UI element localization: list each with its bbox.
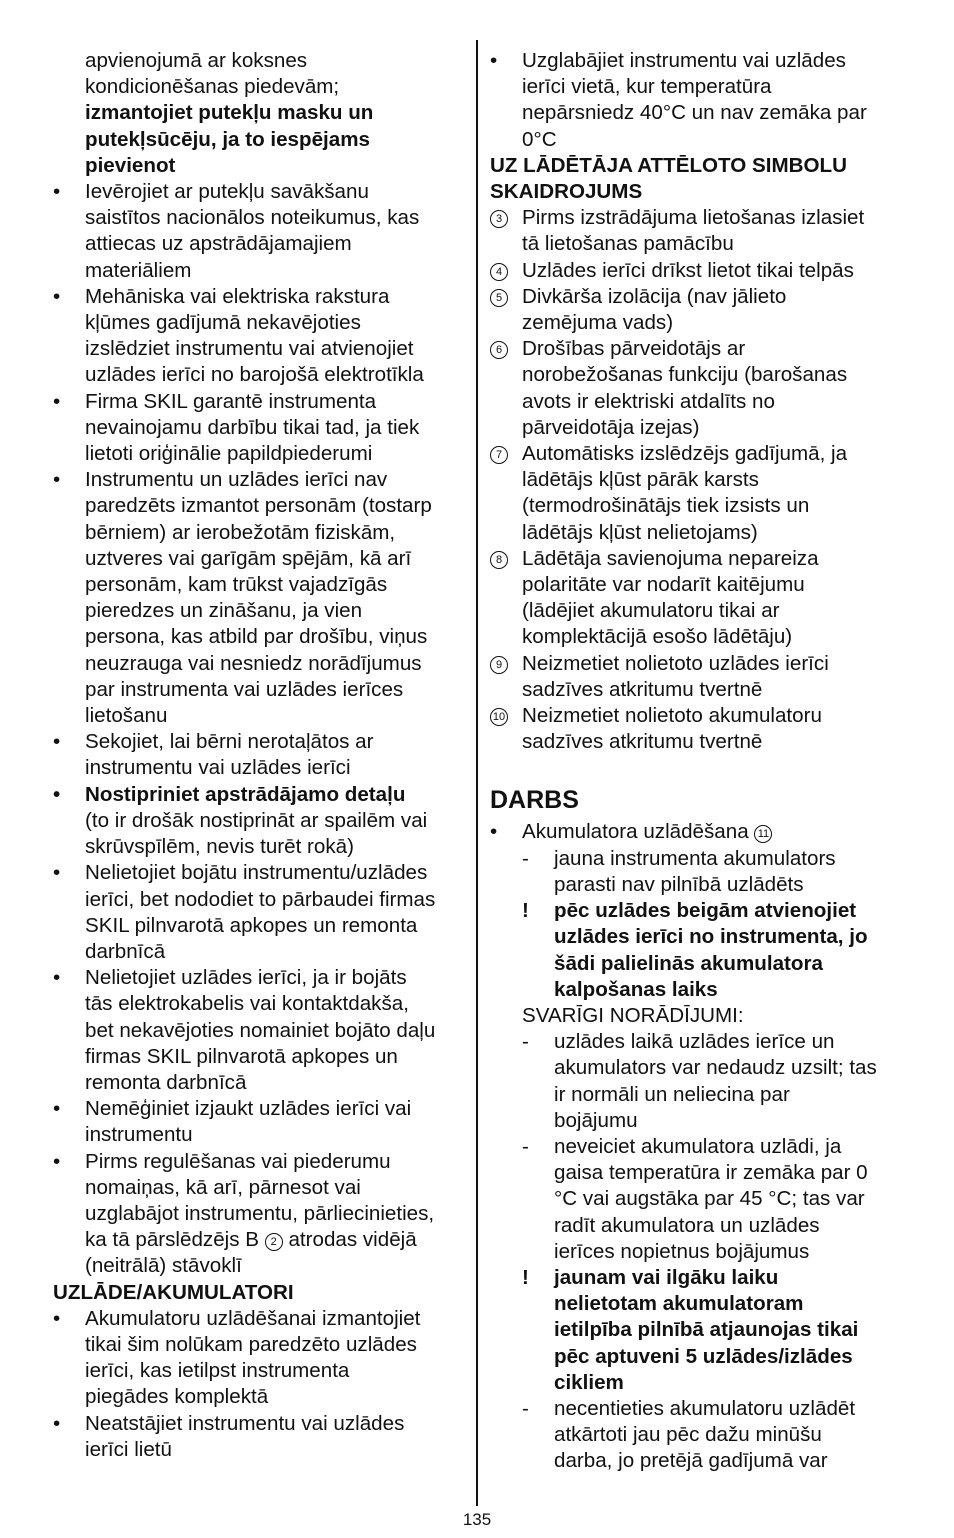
text-line: • Akumulatora uzlādēšana 11: [490, 819, 910, 845]
text-line: ierīci vietā, kur temperatūra: [522, 75, 772, 99]
text-line: akumulators var nedaudz uzsilt; tas: [554, 1056, 877, 1080]
bullet-icon: •: [53, 1306, 61, 1330]
section-heading: SKAIDROJUMS: [490, 180, 643, 204]
text-line: 0°C: [522, 127, 557, 151]
text-line: skrūvspīlēm, nevis turēt rokā): [85, 835, 354, 859]
text-line: ierīci, kas ietilpst instrumenta: [85, 1359, 350, 1383]
list-item: [53, 729, 473, 781]
symbol-item: [490, 703, 910, 755]
text-line: paredzēts izmantot personām (tostarp: [85, 494, 432, 518]
text-line: - necentieties akumulatoru uzlādēt: [490, 1396, 910, 1422]
text-line: uzglabājot instrumentu, pārliecinieties,: [85, 1201, 435, 1225]
text-line: uzlādes ierīci no barojošā elektrotīkla: [85, 363, 424, 387]
symbol-item: [490, 258, 910, 284]
bullet-icon: •: [490, 49, 498, 72]
text-line: polaritāte var nodarīt kaitējumu: [522, 573, 805, 597]
text-line: • Nemēģiniet izjaukt uzlādes ierīci vai: [53, 1096, 473, 1122]
dash-marker: -: [522, 1396, 529, 1420]
symbol-7-icon: 7: [490, 446, 508, 464]
text-line: (lādējiet akumulatoru tikai ar: [522, 599, 780, 623]
text-line: • Sekojiet, lai bērni nerotaļātos ar: [53, 729, 473, 755]
list-item: [53, 860, 473, 965]
text-line: • Ievērojiet ar putekļu savākšanu: [53, 179, 473, 205]
text-line: 8 Lādētāja savienojuma nepareiza: [490, 546, 910, 572]
text-line: ierīces nopietnus bojājumus: [554, 1239, 810, 1263]
text-line: par instrumenta vai uzlādes ierīces: [85, 677, 404, 701]
bullet-icon: •: [53, 782, 61, 806]
text-line: 10 Neizmetiet nolietoto akumulatoru: [490, 703, 910, 729]
text-line: nelietotam akumulatoram: [554, 1292, 804, 1316]
symbol-item: [490, 336, 910, 441]
text-line: 4 Uzlādes ierīci drīkst lietot tikai telpās: [490, 258, 910, 284]
text-line: • Firma SKIL garantē instrumenta: [53, 389, 473, 415]
symbol-4-icon: 4: [490, 263, 508, 281]
text-line: zemējuma vads): [522, 311, 674, 335]
text-line: tikai šim nolūkam paredzēto uzlādes: [85, 1332, 417, 1356]
text-line: - neveiciet akumulatora uzlādi, ja: [490, 1134, 910, 1160]
bullet-icon: •: [53, 1411, 61, 1435]
text-line: 9 Neizmetiet nolietoto uzlādes ierīci: [490, 651, 910, 677]
symbol-5-icon: 5: [490, 289, 508, 307]
important-label: SVARĪGI NORĀDĪJUMI:: [522, 1003, 744, 1027]
text-line: • Nelietojiet bojātu instrumentu/uzlādes: [53, 860, 473, 886]
symbol-item: [490, 546, 910, 651]
text-line: ka tā pārslēdzējs B 2 atrodas vidējā: [85, 1228, 417, 1252]
text-line: firmas SKIL pilnvarotā apkopes un: [85, 1044, 398, 1068]
text-line: • Nelietojiet uzlādes ierīci, ja ir bojāts: [53, 965, 473, 991]
section-title: DARBS: [490, 786, 579, 815]
text-line: ierīci lietū: [85, 1437, 172, 1461]
text-line: (termodrošinātājs tiek izsists un: [522, 494, 810, 518]
symbol-10-icon: 10: [490, 708, 508, 726]
text-line: bērniem) ar ierobežotām fiziskām,: [85, 520, 396, 544]
section-heading: UZLĀDE/AKUMULATORI: [53, 1280, 294, 1304]
text-line: nomaiņas, kā arī, pārnesot vai: [85, 1175, 361, 1199]
text-line: SKIL pilnvarotā apkopes un remonta: [85, 913, 418, 937]
text-line: kļūmes gadījumā nekavējoties: [85, 311, 361, 335]
list-item: [53, 1096, 473, 1148]
text-line: kondicionēšanas piedevām;: [85, 75, 340, 99]
text-line: • Neatstājiet instrumentu vai uzlādes: [53, 1411, 473, 1437]
bullet-icon: •: [53, 1149, 61, 1173]
text-line: - uzlādes laikā uzlādes ierīce un: [490, 1029, 910, 1055]
bullet-icon: •: [53, 1097, 61, 1121]
text-line: 7 Automātisks izslēdzējs gadījumā, ja: [490, 441, 910, 467]
list-item: [53, 389, 473, 468]
text-line: nepārsniedz 40°C un nav zemāka par: [522, 101, 867, 125]
list-item: [53, 179, 473, 284]
bullet-icon: •: [490, 820, 498, 844]
text-line: radīt akumulatora un uzlādes: [554, 1213, 820, 1237]
text-line: apvienojumā ar koksnes: [85, 49, 308, 72]
symbol-item: [490, 284, 910, 336]
text-line: pārveidotāja izejas): [522, 415, 700, 439]
text-line: sadzīves atkritumu tvertnē: [522, 730, 763, 754]
warning-marker: !: [522, 899, 529, 923]
text-line: - jauna instrumenta akumulators: [490, 846, 910, 872]
text-line: °C vai augstāka par 45 °C; tas var: [554, 1187, 865, 1211]
text-line: ietilpība pilnībā atjaunojas tikai: [554, 1318, 859, 1342]
bullet-icon: •: [53, 966, 61, 990]
symbol-6-icon: 6: [490, 341, 508, 359]
text-line: izslēdziet instrumentu vai atvienojiet: [85, 337, 414, 361]
text-line: šādi palielinās akumulatora: [554, 951, 823, 975]
text-line: bojājumu: [554, 1108, 638, 1132]
text-line: • Akumulatoru uzlādēšanai izmantojiet: [53, 1306, 473, 1332]
text-line: piegādes komplektā: [85, 1385, 269, 1409]
text-line: norobežošanas funkciju (barošanas: [522, 363, 848, 387]
text-line: • Uzglabājiet instrumentu vai uzlādes: [490, 48, 910, 74]
text-line: pēc aptuveni 5 uzlādes/izlādes: [554, 1344, 853, 1368]
list-item: [490, 819, 910, 1474]
text-line: atkārtoti jau pēc dažu minūšu: [554, 1423, 822, 1447]
text-line: nevainojamu darbību tikai tad, ja tiek: [85, 415, 420, 439]
text-line: (neitrālā) stāvoklī: [85, 1254, 242, 1278]
symbol-8-icon: 8: [490, 551, 508, 569]
text-line: uzlādes ierīci no instrumenta, jo: [554, 925, 868, 949]
symbol-item: [490, 441, 910, 546]
dash-marker: -: [522, 846, 529, 870]
list-item: [53, 1411, 473, 1463]
symbol-9-icon: 9: [490, 656, 508, 674]
list-item: [53, 782, 473, 861]
text-line: materiāliem: [85, 258, 192, 282]
text-line: kalpošanas laiks: [554, 977, 718, 1001]
warning-marker: !: [522, 1265, 529, 1289]
left-column: [53, 48, 473, 1463]
list-item: [490, 48, 910, 153]
list-item: [53, 1149, 473, 1280]
text-line: 6 Drošības pārveidotājs ar: [490, 336, 910, 362]
dash-marker: -: [522, 1134, 529, 1158]
list-item: [53, 1306, 473, 1411]
text-line: • Nostipriniet apstrādājamo detaļu: [53, 782, 473, 808]
list-item: [53, 284, 473, 389]
text-line: ir normāli un neliecina par: [554, 1082, 790, 1106]
bullet-icon: •: [53, 861, 61, 885]
text-line: instrumentu vai uzlādes ierīci: [85, 756, 351, 780]
symbol-item: [490, 651, 910, 703]
text-line: • Pirms regulēšanas vai piederumu: [53, 1149, 473, 1175]
text-line: lādētājs kļūst pārāk karsts: [522, 468, 759, 492]
text-line: avots ir elektriski atdalīts no: [522, 389, 775, 413]
text-line: pieredzes un zināšanu, ja vien: [85, 599, 363, 623]
list-item: [53, 965, 473, 1096]
bullet-icon: •: [53, 468, 61, 492]
section-heading: UZ LĀDĒTĀJA ATTĒLOTO SIMBOLU: [490, 153, 847, 177]
text-line: bet nekavējoties nomainiet bojāto daļu: [85, 1018, 436, 1042]
text-line: pievienot: [85, 153, 176, 177]
text-line: attiecas uz apstrādājamajiem: [85, 232, 352, 256]
ref-11-icon: 11: [754, 825, 772, 843]
text-line: uztveres vai garīgām spējām, kā arī: [85, 546, 412, 570]
page-number: 135: [462, 1510, 492, 1529]
text-line: gaisa temperatūra ir zemāka par 0: [554, 1161, 868, 1185]
text-line: remonta darbnīcā: [85, 1070, 247, 1094]
text-line: parasti nav pilnībā uzlādēts: [554, 872, 804, 896]
text-line: sadzīves atkritumu tvertnē: [522, 677, 763, 701]
text-line: 3 Pirms izstrādājuma lietošanas izlasiet: [490, 205, 910, 231]
text-line: cikliem: [554, 1370, 624, 1394]
text-line: izmantojiet putekļu masku un: [85, 101, 374, 125]
symbol-3-icon: 3: [490, 210, 508, 228]
text-line: • Instrumentu un uzlādes ierīci nav: [53, 467, 473, 493]
text-line: persona, kas atbild par drošību, viņus: [85, 625, 428, 649]
dash-marker: -: [522, 1030, 529, 1054]
text-line: personām, kam trūkst vajadzīgās: [85, 573, 388, 597]
list-item: [53, 467, 473, 729]
intro-continuation: [53, 48, 473, 179]
text-line: ! jaunam vai ilgāku laiku: [490, 1265, 910, 1291]
text-line: lādētājs kļūst nelietojams): [522, 520, 758, 544]
text-line: darba, jo pretējā gadījumā var: [554, 1449, 828, 1473]
text-line: lietoti oriģinālie papildpiederumi: [85, 442, 373, 466]
bullet-icon: •: [53, 389, 61, 413]
text-line: instrumentu: [85, 1123, 193, 1147]
column-divider: [476, 40, 478, 1506]
bullet-icon: •: [53, 284, 61, 308]
bullet-icon: •: [53, 180, 61, 204]
text-line: komplektācijā esošo lādētāju): [522, 625, 793, 649]
bullet-icon: •: [53, 730, 61, 754]
text-line: saistītos nacionālos noteikumus, kas: [85, 206, 420, 230]
right-column: [490, 48, 910, 1475]
text-line: ! pēc uzlādes beigām atvienojiet: [490, 898, 910, 924]
text-line: ierīci, bet nododiet to pārbaudei firmas: [85, 887, 436, 911]
symbol-item: [490, 205, 910, 257]
text-line: neuzrauga vai nesniedz norādījumus: [85, 651, 422, 675]
text-line: putekļsūcēju, ja to iespējams: [85, 127, 370, 151]
text-line: tās elektrokabelis vai kontaktdakša,: [85, 992, 409, 1016]
ref-2-icon: 2: [265, 1233, 283, 1251]
text-line: • Mehāniska vai elektriska rakstura: [53, 284, 473, 310]
text-line: tā lietošanas pamācību: [522, 232, 734, 256]
text-line: lietošanu: [85, 704, 168, 728]
text-line: 5 Divkārša izolācija (nav jālieto: [490, 284, 910, 310]
text-line: darbnīcā: [85, 939, 166, 963]
text-line: (to ir drošāk nostiprināt ar spailēm vai: [85, 808, 428, 832]
